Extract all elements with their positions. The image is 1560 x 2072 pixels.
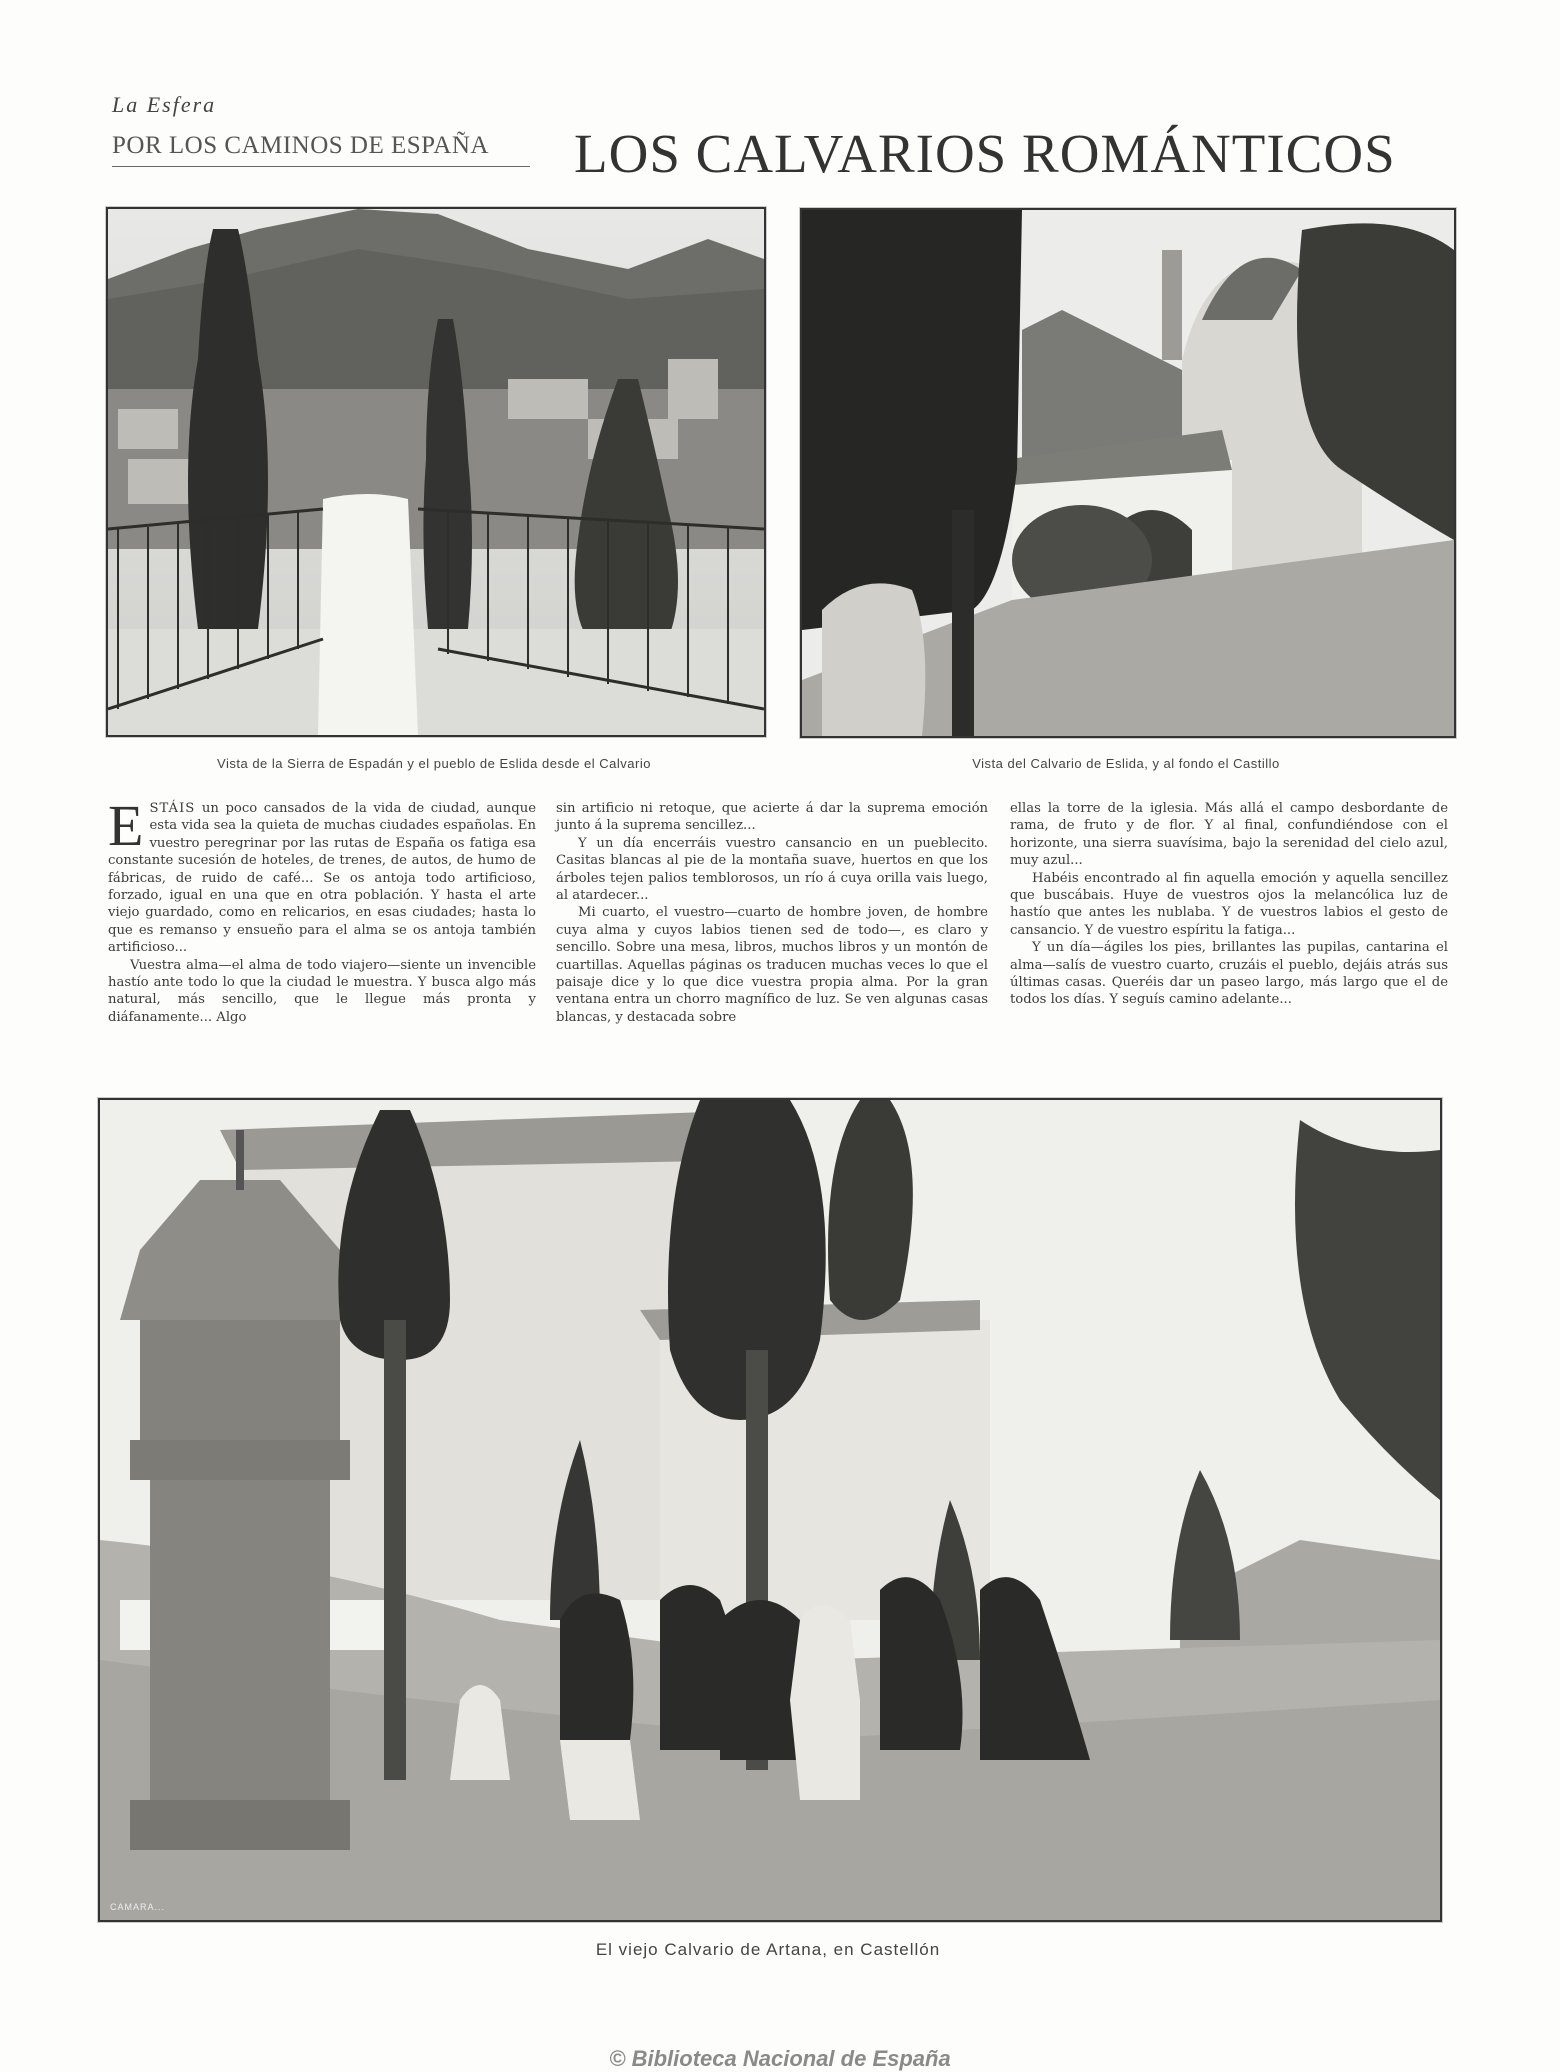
photographer-signature: CAMARA... (110, 1902, 166, 1912)
photo-sierra-espadan (106, 207, 766, 737)
photo-caption: Vista de la Sierra de Espadán y el pueblo de Eslida desde el Calvario (217, 756, 651, 771)
photo-caption: Vista del Calvario de Eslida, y al fondo el Castillo (972, 756, 1280, 771)
article-column-2 (556, 800, 988, 1026)
article-title: LOS CALVARIOS ROMÁNTICOS (574, 123, 1396, 184)
magazine-name: La Esfera (112, 92, 217, 117)
photo-caption: El viejo Calvario de Artana, en Castellón (595, 1940, 941, 1959)
article-column-1 (108, 793, 536, 1026)
copyright-watermark: © Biblioteca Nacional de España (609, 2046, 951, 2071)
section-title: POR LOS CAMINOS DE ESPAÑA (112, 132, 530, 167)
calvario-illustration (100, 1100, 1440, 1920)
landscape-illustration (108, 209, 764, 735)
article-paragraph: Mi cuarto, el vuestro—cuarto de hombre joven, de hombre cuya alma y cuyos labios tienen sed de todo—, es claro y sencillo. Sobre una mesa, libros, muchos libros y un montón de cuartillas. Aquellas páginas os traducen muchas veces lo que el paisaje dice y lo que dice vuestra propia alma. Por la gran ventana entra un chorro magnífico de luz. Se ven algunas casas blancas, y destacada sobre (556, 905, 988, 1025)
lead-in: STÁIS (149, 801, 196, 816)
chapel-illustration (802, 210, 1454, 736)
article-paragraph: sin artificio ni retoque, que acierte á dar la suprema emoción junto á la suprema sencillez... (556, 801, 988, 834)
article-paragraph: Vuestra alma—el alma de todo viajero—siente un invencible hastío ante todo lo que la ciudad le muestra. Y busca algo más natural, más sencillo, que le llegue más pronta y diáfanamente... Algo (108, 957, 536, 1025)
article-paragraph: Habéis encontrado al fin aquella emoción y aquella sencillez que buscábais. Huye de vuestros ojos la melancólica luz de hastío que antes les nublaba. Y de vuestros labios el gesto de cansancio. Y de vuestro espíritu la fatiga... (1010, 870, 1448, 938)
drop-cap: E (108, 793, 144, 858)
article-paragraph: Y un día encerráis vuestro cansancio en un pueblecito. Casitas blancas al pie de la montaña suave, huertos en que los árboles tejen palios temblorosos, un río á cuya orilla vais luego, al atardecer... (556, 835, 988, 904)
photo-calvario-eslida (800, 208, 1456, 738)
article-paragraph: Y un día—ágiles los pies, brillantes las pupilas, cantarina el alma—salís de vuestro cuarto, cruzáis el pueblo, dejáis atrás sus últimas casas. Queréis dar un paseo largo, más largo que el de todos los días. Y seguís camino adelante... (1010, 940, 1448, 1008)
article-column-3 (1010, 800, 1448, 1009)
article-paragraph: ESTÁIS un poco cansados de la vida de ciudad, aunque esta vida sea la quieta de muchas ciudades españolas. En vuestro peregrinar por las rutas de España os fatiga esa constante sucesión de hoteles, de trenes, de autos, de humo de fábricas, de ruido de café... Se os antoja todo artificioso, forzado, igual en una que en otra población. Y hasta el arte viejo guardado, como en relicarios, en esas ciudades; hasta lo que es remanso y ensueño para el alma se os antoja también artificioso... (108, 793, 536, 956)
article-paragraph: ellas la torre de la iglesia. Más allá el campo desbordante de rama, de fruto y de flor. Y al final, confundiéndose con el horizonte, una sierra suavísima, bajo la serenidad del cielo azul, muy azul... (1010, 801, 1448, 869)
photo-calvario-artana (98, 1098, 1442, 1922)
